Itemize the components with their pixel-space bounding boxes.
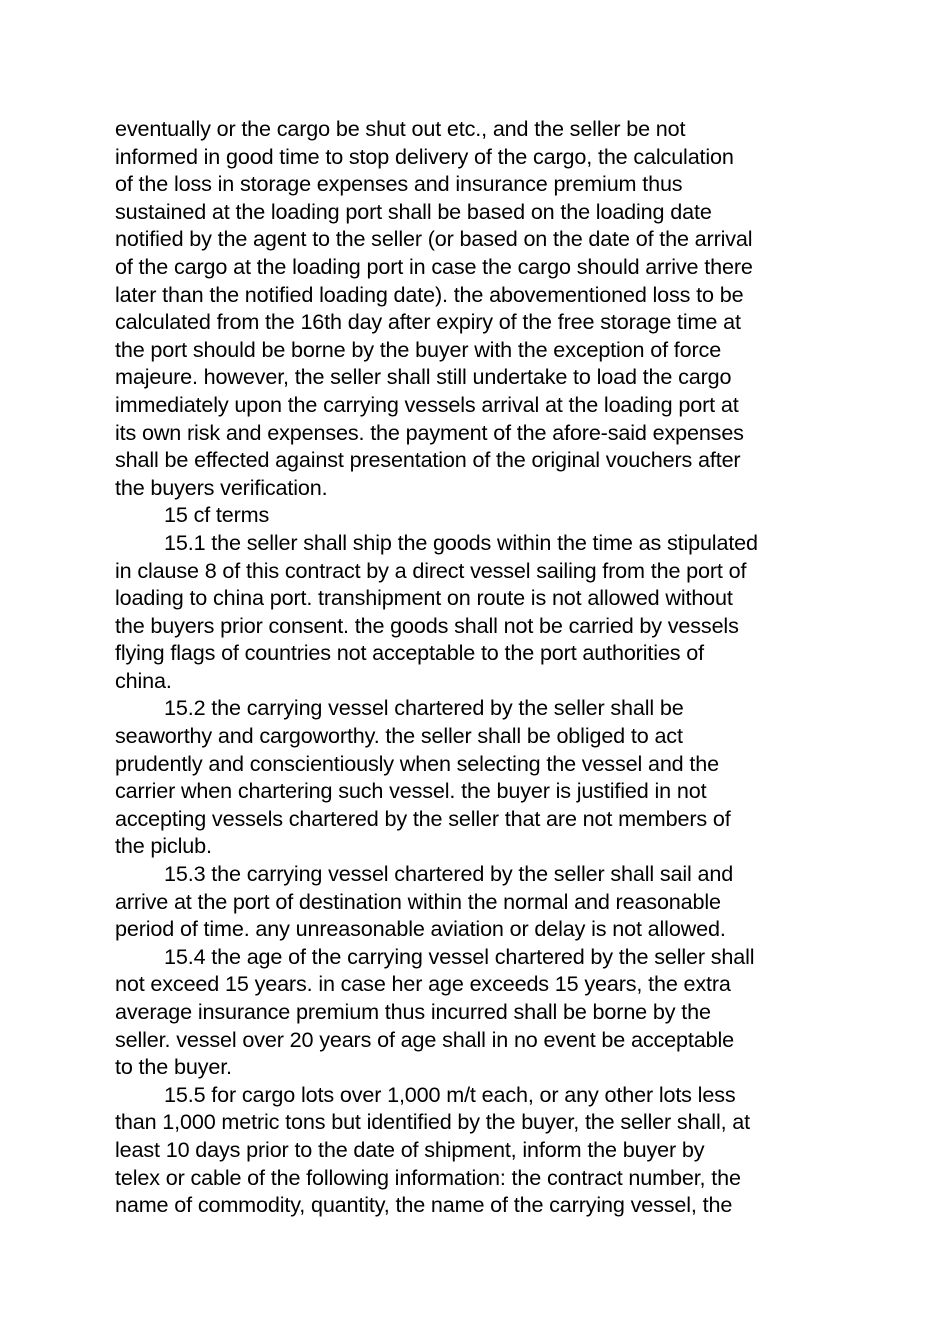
- text-line: the buyers verification.: [115, 474, 328, 500]
- text-line: than 1,000 metric tons but identified by the buyer, the seller shall, at: [115, 1109, 750, 1135]
- text-line: sustained at the loading port shall be based on the loading date: [115, 198, 712, 224]
- text-line: immediately upon the carrying vessels arrival at the loading port at: [115, 391, 739, 417]
- text-line: not exceed 15 years. in case her age exceeds 15 years, the extra: [115, 971, 731, 997]
- clause-start-15-5: 15.5 for cargo lots over 1,000 m/t each, or any other lots less: [164, 1081, 736, 1107]
- text-line: arrive at the port of destination within the normal and reasonable: [115, 888, 721, 914]
- text-line: accepting vessels chartered by the seller that are not members of: [115, 805, 731, 831]
- text-line: the buyers prior consent. the goods shall not be carried by vessels: [115, 612, 739, 638]
- section-heading: 15 cf terms: [164, 502, 270, 528]
- text-line: the port should be borne by the buyer with the exception of force: [115, 336, 722, 362]
- text-line: of the loss in storage expenses and insurance premium thus: [115, 171, 683, 197]
- text-line: of the cargo at the loading port in case the cargo should arrive there: [115, 253, 753, 279]
- clause-start-15-1: 15.1 the seller shall ship the goods within the time as stipulated: [164, 529, 758, 555]
- text-line: average insurance premium thus incurred shall be borne by the: [115, 999, 711, 1024]
- text-line: seaworthy and cargoworthy. the seller shall be obliged to act: [115, 723, 683, 749]
- text-line: the piclub.: [115, 833, 212, 859]
- text-line: majeure. however, the seller shall still undertake to load the cargo: [115, 364, 732, 390]
- text-line: shall be effected against presentation of the original vouchers after: [115, 447, 741, 473]
- text-line: notified by the agent to the seller (or based on the date of the arrival: [115, 226, 753, 252]
- clause-start-15-2: 15.2 the carrying vessel chartered by the seller shall be: [164, 695, 684, 721]
- text-line: later than the notified loading date). the abovementioned loss to be: [115, 281, 744, 307]
- text-line: telex or cable of the following information: the contract number, the: [115, 1164, 741, 1190]
- text-line: name of commodity, quantity, the name of the carrying vessel, the: [115, 1192, 733, 1218]
- text-line: its own risk and expenses. the payment of the afore-said expenses: [115, 419, 744, 445]
- text-line: eventually or the cargo be shut out etc., and the seller be not: [115, 116, 686, 141]
- text-line: in clause 8 of this contract by a direct vessel sailing from the port of: [115, 557, 747, 583]
- text-line: prudently and conscientiously when selecting the vessel and the: [115, 750, 719, 776]
- text-line: flying flags of countries not acceptable to the port authorities of: [115, 640, 704, 666]
- document-page: [115, 115, 837, 1219]
- clause-start-15-3: 15.3 the carrying vessel chartered by the seller shall sail and: [164, 861, 734, 887]
- text-line: china.: [115, 667, 172, 693]
- clause-start-15-4: 15.4 the age of the carrying vessel chartered by the seller shall: [164, 943, 755, 969]
- text-line: carrier when chartering such vessel. the buyer is justified in not: [115, 778, 707, 804]
- text-line: informed in good time to stop delivery of the cargo, the calculation: [115, 143, 734, 169]
- text-line: to the buyer.: [115, 1054, 232, 1080]
- text-line: seller. vessel over 20 years of age shall in no event be acceptable: [115, 1026, 734, 1052]
- text-line: calculated from the 16th day after expiry of the free storage time at: [115, 309, 741, 335]
- text-line: least 10 days prior to the date of shipment, inform the buyer by: [115, 1136, 705, 1162]
- text-line: period of time. any unreasonable aviation or delay is not allowed.: [115, 916, 726, 942]
- text-line: loading to china port. transhipment on route is not allowed without: [115, 585, 733, 611]
